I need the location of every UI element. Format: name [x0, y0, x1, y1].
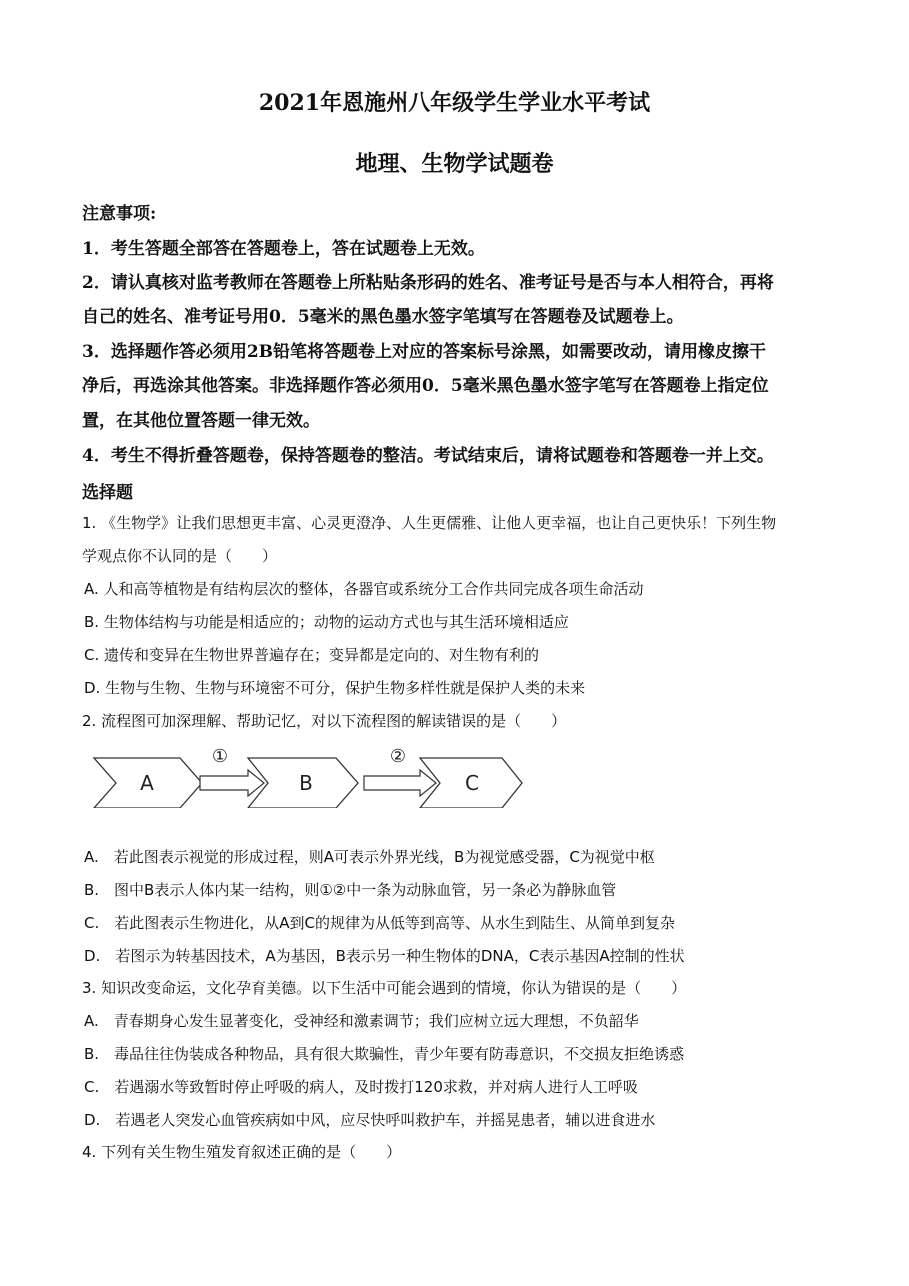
section-label: 选择题 — [82, 483, 133, 503]
q3-option-d: D. 若遇老人突发心血管疾病如中风，应尽快呼叫救护车，并摇晃患者，辅以进食进水 — [84, 1111, 656, 1129]
q1-option-b: B. 生物体结构与功能是相适应的；动物的运动方式也与其生活环境相适应 — [84, 613, 569, 631]
flow-arrow-2-label: ② — [389, 746, 407, 767]
q1-stem: 1. 《生物学》让我们思想更丰富、心灵更澄净、人生更儒雅、让他人更幸福，也让自己更快乐！下列生物 — [82, 514, 777, 532]
notes-heading: 注意事项: — [82, 204, 157, 224]
q2-option-c: C. 若此图表示生物进化，从A到C的规律为从低等到高等、从水生到陆生、从简单到复杂 — [84, 914, 675, 932]
flow-node-b-label: B — [299, 771, 313, 795]
note-line: 2．请认真核对监考教师在答题卷上所粘贴条形码的姓名、准考证号是否与本人相符合，再将 — [82, 273, 774, 293]
flow-arrow-1-label: ① — [211, 746, 229, 767]
q1-stem-cont: 学观点你不认同的是（ ） — [82, 547, 278, 565]
flow-diagram — [90, 742, 530, 808]
note-line: 4．考生不得折叠答题卷，保持答题卷的整洁。考试结束后，请将试题卷和答题卷一并上交。 — [82, 446, 774, 466]
q1-option-d: D. 生物与生物、生物与环境密不可分，保护生物多样性就是保护人类的未来 — [84, 679, 586, 697]
q3-option-b: B. 毒品往往伪装成各种物品，具有很大欺骗性，青少年要有防毒意识，不交损友拒绝诱惑 — [84, 1045, 685, 1063]
q2-option-a: A. 若此图表示视觉的形成过程，则A可表示外界光线，B为视觉感受器，C为视觉中枢 — [84, 848, 655, 866]
q2-option-d: D. 若图示为转基因技术，A为基因，B表示另一种生物体的DNA，C表示基因A控制的性状 — [84, 947, 685, 965]
flow-node-a-label: A — [140, 771, 154, 795]
q2-option-b: B. 图中B表示人体内某一结构，则①②中一条为动脉血管，另一条必为静脉血管 — [84, 881, 617, 899]
note-line: 净后，再选涂其他答案。非选择题作答必须用0．5毫米黑色墨水签字笔写在答题卷上指定位 — [82, 376, 769, 396]
note-line: 置，在其他位置答题一律无效。 — [82, 411, 320, 431]
flow-arrow-1 — [200, 770, 264, 796]
flow-arrow-2 — [364, 770, 436, 796]
q4-stem: 4. 下列有关生物生殖发育叙述正确的是（ ） — [82, 1143, 402, 1161]
note-line: 自己的姓名、准考证号用0．5毫米的黑色墨水签字笔填写在答题卷及试题卷上。 — [82, 307, 684, 327]
note-line: 3．选择题作答必须用2B铅笔将答题卷上对应的答案标号涂黑，如需要改动，请用橡皮擦干 — [82, 342, 767, 362]
exam-subtitle: 地理、生物学试题卷 — [355, 151, 554, 177]
q3-stem: 3. 知识改变命运，文化孕育美德。以下生活中可能会遇到的情境，你认为错误的是（ ） — [82, 979, 687, 997]
flow-node-c-label: C — [465, 771, 479, 795]
q1-option-a: A. 人和高等植物是有结构层次的整体，各器官或系统分工合作共同完成各项生命活动 — [84, 580, 644, 598]
q2-stem: 2. 流程图可加深理解、帮助记忆，对以下流程图的解读错误的是（ ） — [82, 712, 567, 730]
exam-title: 2021年恩施州八年级学生学业水平考试 — [258, 90, 651, 116]
q3-option-c: C. 若遇溺水等致暂时停止呼吸的病人，及时拨打120求救，并对病人进行人工呼吸 — [84, 1078, 638, 1096]
q3-option-a: A. 青春期身心发生显著变化，受神经和激素调节；我们应树立远大理想，不负韶华 — [84, 1012, 639, 1030]
q1-option-c: C. 遗传和变异在生物世界普遍存在；变异都是定向的、对生物有利的 — [84, 646, 540, 664]
note-line: 1．考生答题全部答在答题卷上，答在试题卷上无效。 — [82, 239, 485, 259]
